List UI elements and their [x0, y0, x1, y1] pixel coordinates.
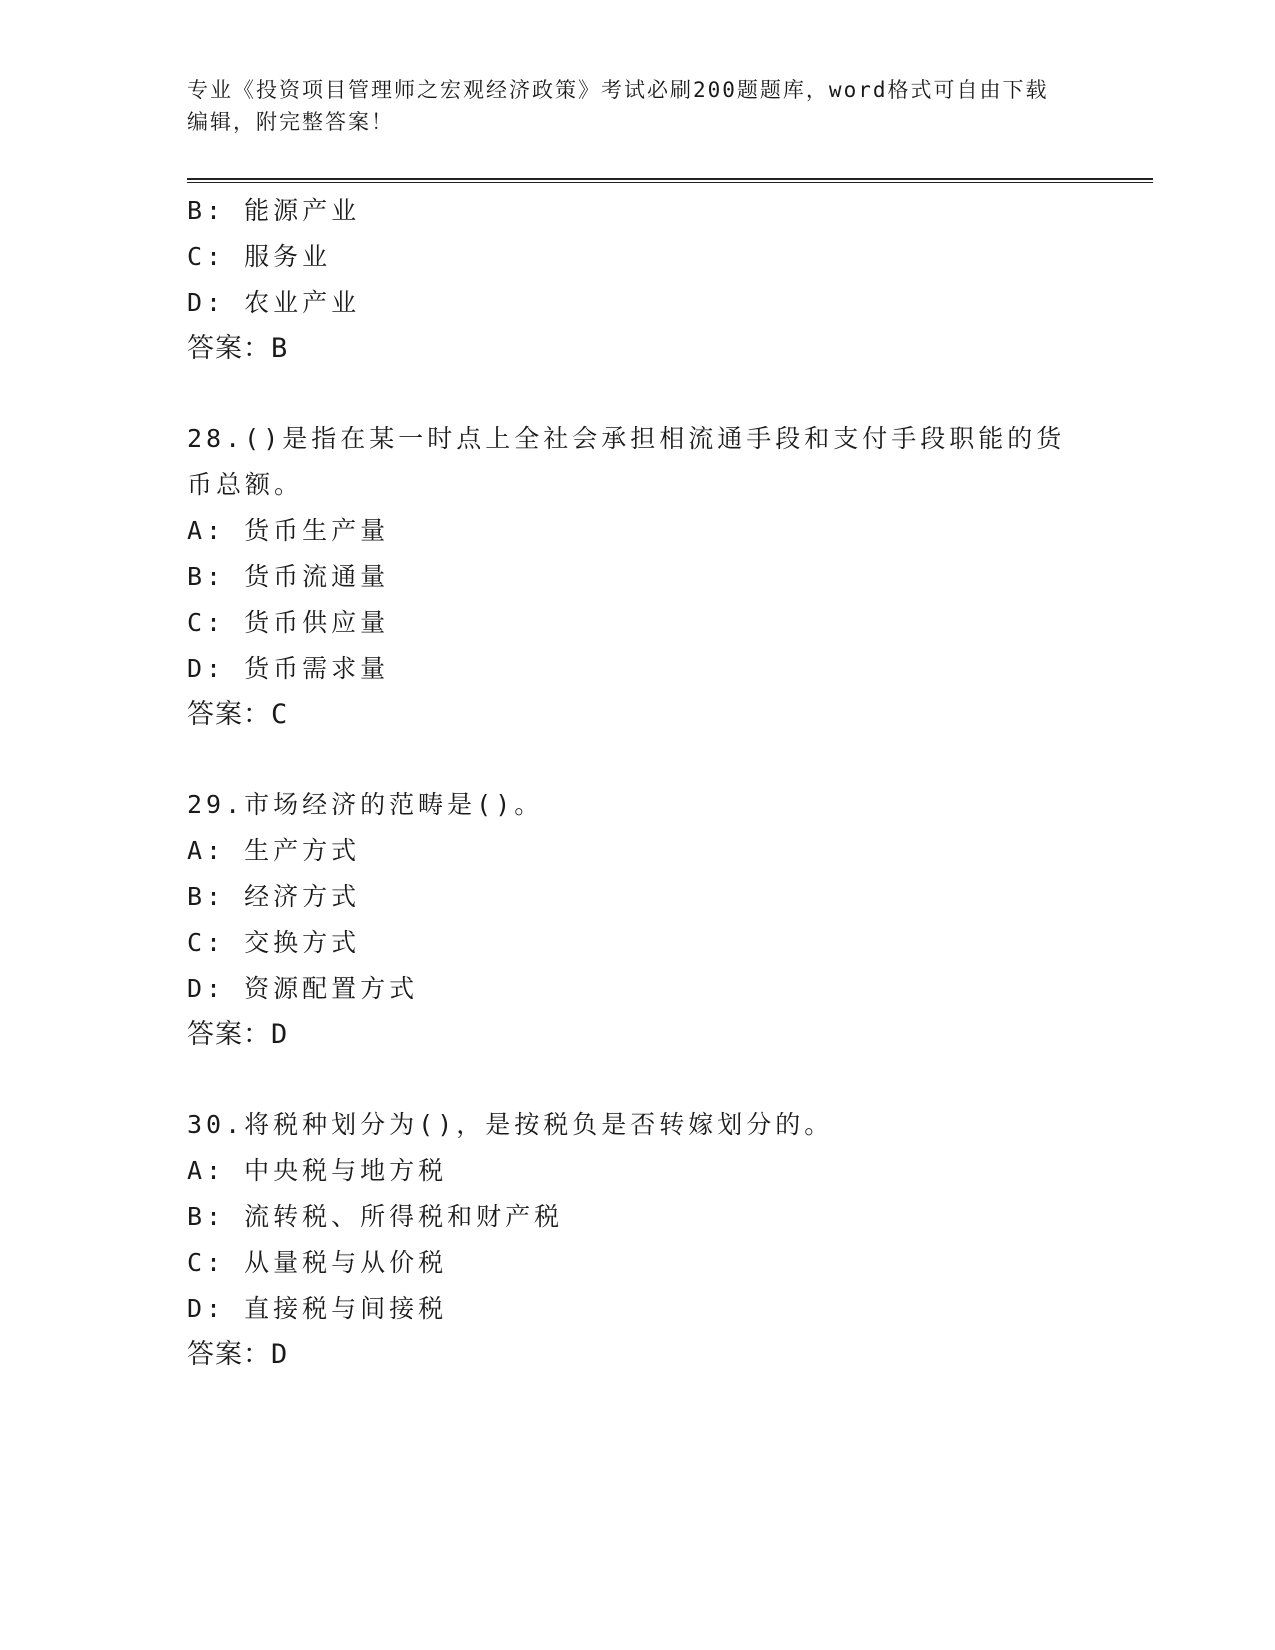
answer: 答案：D [187, 1339, 289, 1370]
option-d: D: 资源配置方式 [187, 974, 419, 1003]
question-30 [187, 1102, 1087, 1378]
question-text: 28.()是指在某一时点上全社会承担相流通手段和支付手段职能的货币总额。 [187, 424, 1066, 499]
option-a: A: 中央税与地方税 [187, 1156, 448, 1185]
option-c: C: 从量税与从价税 [187, 1248, 448, 1277]
option-c: C: 货币供应量 [187, 608, 390, 637]
option-d: D: 农业产业 [187, 288, 361, 317]
question-29 [187, 782, 1087, 1058]
question-text: 29.市场经济的范畴是()。 [187, 790, 544, 819]
header-divider [187, 178, 1153, 183]
document-header [187, 74, 1067, 138]
option-b: B: 流转税、所得税和财产税 [187, 1202, 564, 1231]
answer: 答案：C [187, 699, 289, 730]
option-a: A: 货币生产量 [187, 516, 390, 545]
option-b: B: 货币流通量 [187, 562, 390, 591]
answer: 答案：D [187, 1019, 289, 1050]
option-b: B: 经济方式 [187, 882, 361, 911]
option-a: A: 生产方式 [187, 836, 361, 865]
answer: 答案：B [187, 333, 289, 364]
option-c: C: 服务业 [187, 242, 332, 271]
option-d: D: 直接税与间接税 [187, 1294, 448, 1323]
question-block-continued [187, 188, 1087, 372]
question-list [187, 188, 1087, 1378]
option-b: B: 能源产业 [187, 196, 361, 225]
header-text: 专业《投资项目管理师之宏观经济政策》考试必刷200题题库，word格式可自由下载编辑，附完整答案！ [187, 78, 1049, 134]
question-text: 30.将税种划分为()，是按税负是否转嫁划分的。 [187, 1110, 834, 1139]
option-d: D: 货币需求量 [187, 654, 390, 683]
question-28 [187, 416, 1087, 738]
option-c: C: 交换方式 [187, 928, 361, 957]
